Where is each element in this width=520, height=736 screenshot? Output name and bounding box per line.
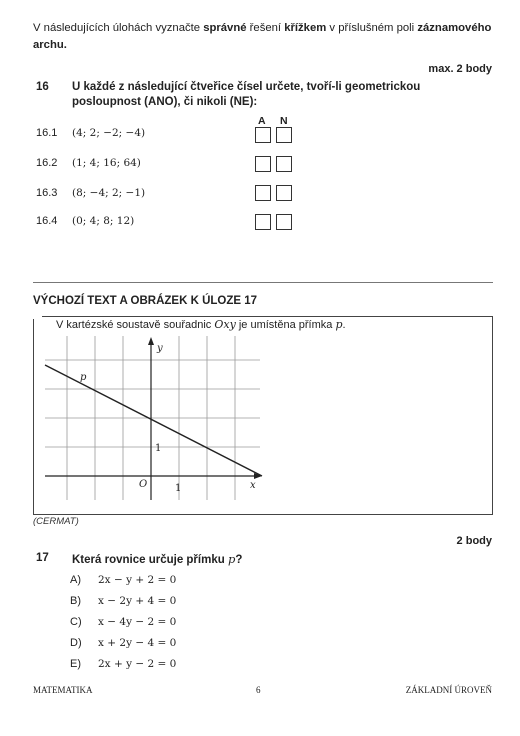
section-text-p: p	[335, 318, 343, 331]
instructions-bold-1: správné	[203, 22, 247, 34]
option-expr: 2x + y − 2 = 0	[98, 658, 177, 670]
q16-points: max. 2 body	[428, 63, 492, 75]
section-text-oxy: Oxy	[214, 318, 236, 331]
footer-page-number: 6	[256, 685, 261, 695]
q16-item-expr: (4; 2; −2; −4)	[72, 127, 146, 139]
line-p-label: p	[80, 372, 87, 383]
q16-item-id: 16.3	[36, 187, 58, 199]
q17-number: 17	[36, 552, 49, 564]
y-axis-label: y	[157, 343, 163, 354]
line-p	[45, 365, 262, 476]
q16-item-expr: (0; 4; 8; 12)	[72, 215, 135, 227]
instructions-text-3: v příslušném poli	[326, 22, 418, 34]
footer-level: ZÁKLADNÍ ÚROVEŇ	[405, 685, 492, 695]
q16-number: 16	[36, 81, 49, 93]
option-label: B)	[70, 595, 81, 607]
option-expr: x − 4y − 2 = 0	[98, 616, 177, 628]
q17-text-main: Která rovnice určuje přímku	[72, 554, 228, 566]
option-expr: x + 2y − 4 = 0	[98, 637, 177, 649]
q16-item-expr: (1; 4; 16; 64)	[72, 157, 141, 169]
q16-item-id: 16.1	[36, 127, 58, 139]
option-label: A)	[70, 574, 81, 586]
section-heading: VÝCHOZÍ TEXT A OBRÁZEK K ÚLOZE 17	[33, 295, 258, 307]
q17-text-var: p	[227, 552, 236, 566]
y-tick-label: 1	[155, 443, 162, 454]
q16-text-line-1: U každé z následující čtveřice čísel určete, tvoří-li geometrickou	[72, 81, 421, 93]
option-expr: 2x − y + 2 = 0	[98, 574, 177, 586]
option-label: C)	[70, 616, 82, 628]
x-tick-label: 1	[175, 483, 182, 494]
section-text-a: V kartézské soustavě souřadnic	[56, 319, 215, 331]
q17-text	[72, 552, 242, 568]
source-credit: (CERMAT)	[33, 516, 79, 527]
y-axis-arrow	[148, 337, 154, 345]
option-label: D)	[70, 637, 82, 649]
section-text-b: je umístěna přímka	[235, 319, 336, 331]
q16-item-id: 16.2	[36, 157, 58, 169]
q16-item-expr: (8; −4; 2; −1)	[72, 187, 146, 199]
option-expr: x − 2y + 4 = 0	[98, 595, 177, 607]
q17-text-end: ?	[235, 554, 243, 566]
column-ano-label: A	[258, 115, 266, 127]
x-axis-label: x	[250, 480, 256, 491]
instructions-text-2: řešení	[246, 22, 285, 34]
instructions-line-2: archu.	[33, 39, 67, 51]
footer-subject: MATEMATIKA	[33, 685, 93, 695]
section-text-c: .	[342, 319, 346, 331]
column-ne-label: N	[280, 115, 288, 127]
q16-item-id: 16.4	[36, 215, 58, 227]
instructions-bold-2: křížkem	[284, 22, 327, 34]
option-label: E)	[70, 658, 81, 670]
instructions-bold-3: záznamového	[417, 22, 492, 34]
q17-points: 2 body	[456, 535, 492, 547]
q16-text-line-2: posloupnost (ANO), či nikoli (NE):	[72, 96, 258, 108]
origin-label: O	[139, 479, 148, 490]
instructions-text-1: V následujících úlohách vyznačte	[33, 22, 204, 34]
